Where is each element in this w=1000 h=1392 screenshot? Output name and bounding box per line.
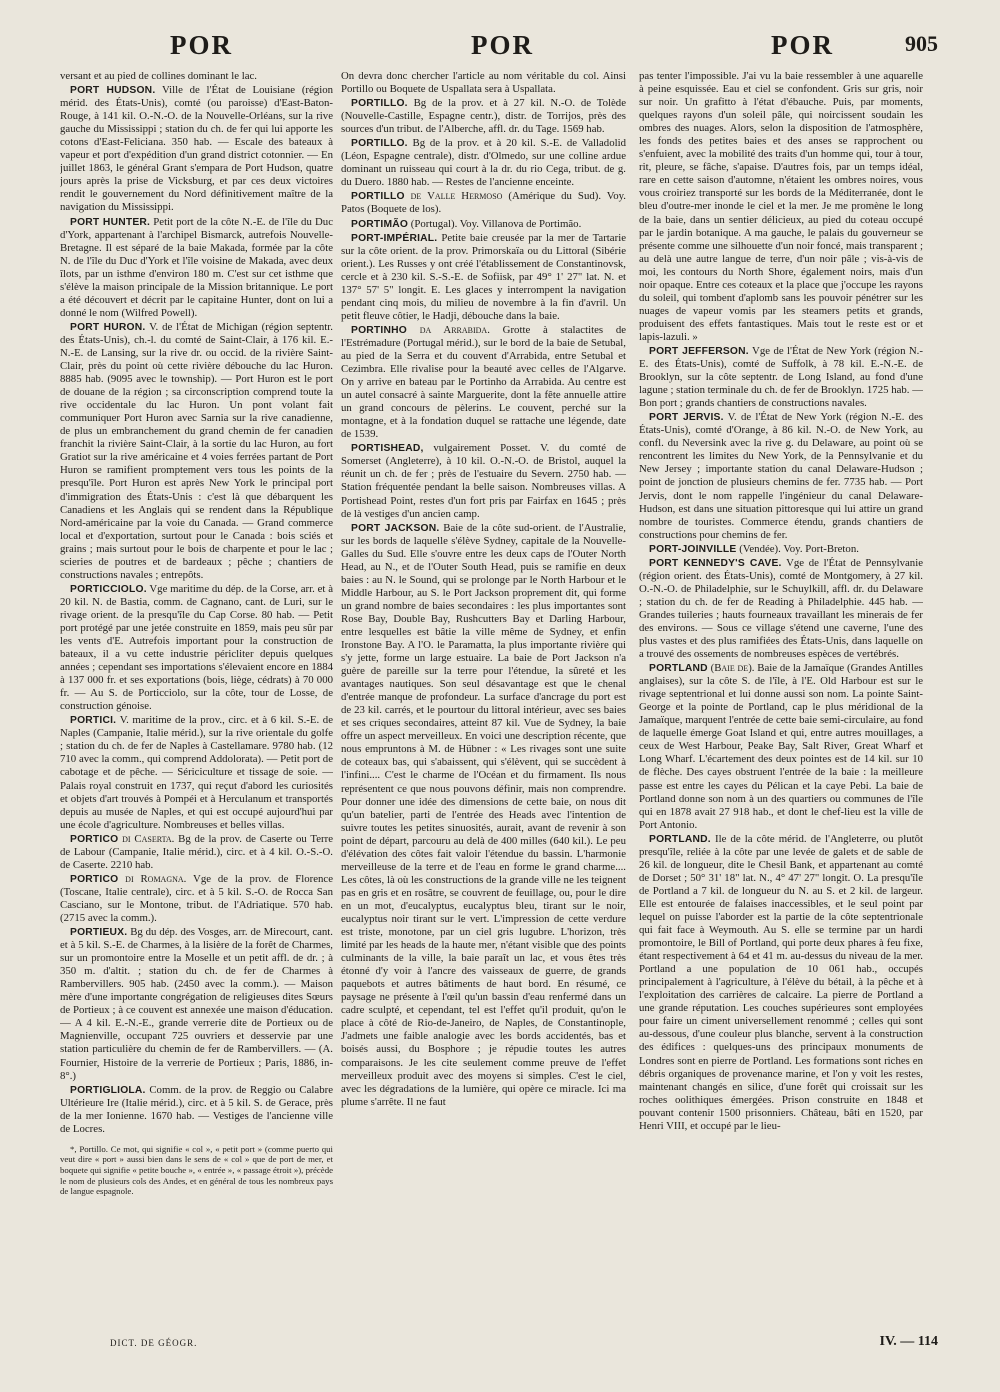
entry-text: Vge de l'État de Pennsylvanie (région orient. des États-Unis), comté de Montgomery, à 27 kil. O.-N.-O. de Philadelphie, sur le Schuylkill, affl. dr. du Delaware ; station du ch. de fer de Reading à Philadelphie. 445 hab. — Grandes tuileries ; hauts fourneaux travaillant les minerais de fer des environs. — Sous ce village s'étend une caverne, l'une des plus vastes et des plus ramifiées des États-Unis, dans laquelle on a trouvé des ossements de nombreuses espèces de vertébrés.: [639, 556, 923, 661]
entry-text: Ville de l'État de Louisiane (région mérid. des États-Unis), comté (ou paroisse) d'East-Baton-Rouge, à 141 kil. O.-N.-O. de la Nouvelle-Orléans, sur la rive gauche du Mississippi ; station du ch. de fer qui lui apporte les cotons d'East-Feliciana. 350 hab. — Escale des bateaux à vapeur et port d'expédition d'un grand district cotonnier. — En juillet 1863, le général Grant s'empara de Port Hudson, quatre jours après la prise de Vicksburg, et par ces deux victoires rendit le gouvernement du Nord définitivement maître de la navigation du Mississippi.: [60, 84, 333, 214]
entry-text: (Amérique du Sud). Voy. Patos (Boquete de los).: [341, 190, 626, 216]
page-number: 905: [905, 31, 938, 56]
dictionary-entry: [341, 522, 626, 1109]
footnote: [60, 1144, 333, 1197]
entry-headword: PORTICI.: [70, 715, 117, 727]
footer-volume-sheet: IV. — 114: [879, 1334, 938, 1349]
dictionary-entry: [60, 84, 333, 214]
entry-qualifier: de Valle Hermoso: [410, 190, 503, 203]
entry-text: Vge maritime du dép. de la Corse, arr. et à 20 kil. N. de Bastia, comm. de Cagnano, cant. de Luri, sur le rivage orient. de la presqu'île du Cap Corse. 80 hab. — Petit port protégé par une jetée construite en 1859, mais peu sûr par les vents d'E. Autrefois important pour la construction de bateaux, il a vu cette industrie péricliter depuis quelques années ; cependant ses importations s'élevaient encore en 1884 à 137 000 fr. et ses exportations (bois, liège, cédrats) à 70 000 fr. — Au S. de Porticciolo, sur la côte, tour de Losse, de construction génoise.: [60, 582, 333, 713]
dictionary-entry: [639, 345, 923, 410]
entry-headword: PORTILLO.: [351, 98, 408, 110]
dictionary-entry: [639, 833, 923, 1133]
running-head-center: POR: [471, 30, 534, 60]
entry-text: Bg du dép. des Vosges, arr. de Mirecourt, cant. et à 5 kil. S.-E. de Charmes, à la lisière de la forêt de Charmes, sur un promontoire entre la Moselle et un petit affl. de dr. ; à 350 m. d'altit. ; station du ch. de fer de Charmes à Rambervillers. 905 hab. (2450 avec la comm.). — Maison mère d'une importante congrégation de religieuses dites Sœurs de Portieux ; à ce couvent est annexée une maison d'éducation. — A 4 kil. E.-N.-E., grande verrerie dite de Portieux ou de Magnienville, occupant 725 ouvriers et desservie par une station particulière du chemin de fer de Rambervillers. — (A. Fournier, Histoire de la verrerie de Portieux ; Paris, 1886, in-8°.): [60, 926, 333, 1082]
entry-headword: PORTINHO: [351, 324, 407, 336]
entry-text: Vge de la prov. de Florence (Toscane, Italie centrale), circ. et à 5 kil. S.-O. de Rocca San Casciano, sur le Montone, tribut. de l'Adriatique. 570 hab. (2715 avec la comm.).: [60, 872, 333, 924]
entry-headword: PORTILLO.: [351, 138, 408, 150]
entry-text: (Vendée). Voy. Port-Breton.: [739, 542, 859, 555]
dictionary-entry: [639, 662, 923, 832]
entry-text: On devra donc chercher l'article au nom véritable du col. Ainsi Portillo ou Boquete de Uspallata sera à Uspallata.: [341, 70, 626, 96]
entry-text: Grotte à stalactites de l'Estrémadure (Portugal mérid.), sur le bord de la baie de Setubal, au pied de la Serra et du couvent d'Arrabida, entre Setubal et Cezimbra. Elle rivalise pour la beauté avec celles de l'Algarve. On y arrive en bateau par le Portinho da Arrabida. Au centre est un autel consacré à sainte Marguerite, dont la fête annuelle attire un grand concours de pèlerins. Le couvent, perché sur la montagne, et à la fondation duquel se rattache une légende, date de 1539.: [341, 323, 626, 441]
running-head-left: POR: [170, 30, 233, 60]
dictionary-entry: [341, 232, 626, 323]
running-head-right: POR: [771, 30, 834, 60]
dictionary-entry: [60, 833, 333, 872]
dictionary-entry: [60, 873, 333, 925]
dictionary-entry: [60, 1084, 333, 1136]
column-3: [639, 70, 923, 1332]
entry-headword: PORT JACKSON.: [351, 522, 440, 534]
entry-text: V. de l'État de Michigan (région septentr. des États-Unis), ch.-l. du comté de Saint-Clair, à 176 kil. E.-N.-E. de Lansing, sur la rive dr. ou occid. de la rivière Saint-Clair, près du point où cette rivière débouche du lac Huron. 8885 hab. (9095 avec le township). — Port Huron est le port de douane de la région ; sa circonscription comprend toute la rive occidentale du lac Huron. Un pont volant fait communiquer Port Huron avec Sarnia sur la rive canadienne, de plus un embranchement du grand chemin de fer canadien franchit la rivière Saint-Clair, à la sortie du lac Huron, au fort Gratiot sur la rive américaine et 4 voies ferrées partant de Port Huron se ramifient promptement vers tous les points de la presqu'île. Port Huron est après New York le principal port d'immigration des États-Unis : c'est là que débarquent les Canadiens et les Anglais qui se rendent dans la République Nord-américaine par la voie du Canada. — Grand commerce local et d'exportation, surtout pour le Canada : bois sciés et grains ; mais surtout pour le bois de charpente et pour le lac ; scieries de poutres et de bardeaux ; pêche ; chantiers de constructions navales ; entrepôts.: [60, 320, 333, 581]
entry-text: Petit port de la côte N.-E. de l'île du Duc d'York, appartenant à l'archipel Bismarck, autrefois Nouvelle-Bretagne. Il est séparé de la baie Makada, formée par la côte N. de l'île du Duc d'York et l'île voisine de Makada, avec deux îlots, par un isthme d'environ 180 m. C'est sur cet isthme que s'élève la maison principale de la Mission britannique. Le port a été découvert et décrit par le capitaine Hunter, dont on lui a donné le nom (Wilfred Powell).: [60, 215, 333, 319]
dictionary-entry: [341, 137, 626, 189]
dictionary-entry: [639, 557, 923, 661]
entry-text: Bg de la prov. et à 27 kil. N.-O. de Tolède (Nouvelle-Castille, Espagne centr.), distr. de Torrijos, près des sources d'un tribut. de l'Alberche, affl. dr. du Tage. 1569 hab.: [341, 97, 626, 136]
entry-text: V. maritime de la prov., circ. et à 6 kil. S.-E. de Naples (Campanie, Italie mérid.), sur la rive orientale du golfe ; station du ch. de fer de Naples à Castellamare. 9780 hab. (12 710 avec la comm., qui comprend Addolorata). — Petit port de cabotage et de pêche. — Sériciculture et tissage de soie. — Palais royal construit en 1737, qui reçut d'abord les curiosités et objets d'art trouvés à Pompéi et à Herculanum et transportés depuis au musée de Naples, et qui est occupé aujourd'hui par une école d'agriculture. Nombreuses et belles villas.: [60, 714, 333, 831]
dictionary-entry: [341, 218, 626, 231]
entry-qualifier: di Caserta.: [122, 832, 175, 845]
entry-text: *, Portillo. Ce mot, qui signifie « col », « petit port » (comme puerto qui veut dire « port » aussi bien dans le sens de « col » que de port de mer, et boquete qui signifie « petite bouche », « entrée », « passage étroit »), précède le nom de plusieurs cols des Andes, et en général de tous les nombreux pays de langue espagnole.: [60, 1143, 333, 1197]
entry-qualifier: di Romagna.: [125, 872, 187, 885]
entry-headword: PORT JERVIS.: [649, 412, 724, 424]
dictionary-entry: [639, 411, 923, 541]
entry-text: Bg de la prov. et à 20 kil. S.-E. de Valladolid (Léon, Espagne centrale), distr. d'Olmedo, sur une colline ardue dominant un ruisseau qui court à la dr. du rio Cega, tribut. de g. du Duero. 1880 hab. — Restes de l'ancienne enceinte.: [341, 137, 626, 189]
entry-headword: PORTLAND.: [649, 833, 711, 845]
entry-text: vulgairement Posset. V. du comté de Somerset (Angleterre), à 10 kil. O.-N.-O. de Bristol, auquel la réunit un ch. de fer ; près de l'estuaire du Severn. 2750 hab. — Station fréquentée pendant la belle saison. Nombreuses villas. A Portishead Point, restes d'un fort pris par Fairfax en 1645 ; près de là vestiges d'un ancien camp.: [341, 442, 626, 520]
entry-headword: PORTICO: [70, 873, 119, 885]
entry-continuation: [341, 70, 626, 96]
entry-headword: PORT KENNEDY'S CAVE.: [649, 557, 782, 569]
entry-continuation: [60, 70, 333, 83]
dictionary-entry: [341, 442, 626, 520]
footer-signature: DICT. DE GÉOGR.: [110, 1338, 198, 1348]
column-2: [341, 70, 626, 1332]
column-1: [60, 70, 333, 1318]
entry-headword: PORTISHEAD,: [351, 443, 424, 455]
entry-headword: PORTILLO: [351, 191, 405, 203]
entry-headword: PORT HUNTER.: [70, 216, 151, 228]
dictionary-entry: [60, 714, 333, 831]
dictionary-entry: [341, 324, 626, 441]
entry-text: Petite baie creusée par la mer de Tartarie sur la côte orient. de la prov. Primorskaïa ou du Littoral (Sibérie orient.). Les Russes y ont créé l'établissement de Constantinovsk, cercle et à 230 kil. S.-S.-E. de Sofiisk, par 49° 1' 27" lat. N. et 137° 57' 5" longit. E. Les glaces y interrompent la navigation pendant cinq mois, du milieu de novembre à la fin d'avril. Un petit fleuve côtier, le Hadji, débouche dans la baie.: [341, 231, 626, 322]
entry-headword: PORT HUDSON.: [70, 85, 156, 97]
entry-text: Baie de la côte sud-orient. de l'Australie, sur les bords de laquelle s'élève Sydney, capitale de la Nouvelle-Galles du Sud. Elle s'ouvre entre les deux caps de l'Outer North Head, au N., et de l'Outer South Head, puis se ramifie en deux baies : au N. le Sound, qui se prolonge par le North Harbour et le Middle Harbour, au S. le Port Jackson proprement dit, qui forme un grand nombre de baies secondaires : les plus importantes sont Rose Bay, Double Bay, Rushcutters Bay et Darling Harbour, entre lesquelles est bâtie la ville même de Sydney, et enfin Ironstone Bay. A l'O. le Paramatta, la plus importante rivière qui s'y jette, forme un large estuaire. La baie de Port Jackson n'a guère de pareille sur la terre pour l'étendue, la sûreté et les avantages nautiques. Son seul désavantage est que le chenal d'entrée manque de profondeur. La surface d'ancrage du port est de 23 kil. carrés, et le pourtour du littoral intérieur, avec ses baies et ses criques secondaires, atteint 87 kil. Vue de Sydney, la baie offre un aspect merveilleux. En voici une description récente, que nous empruntons à M. de Hübner : « Les rivages sont une suite de coteaux bas, qui s'abaissent, qui s'élèvent, qui se succèdent à l'infini.... C'est le charme de l'Océan et du firmament. Ils nous représentent ce que nous pouvons définir, mais non comprendre. Pour donner une idée des dimensions de cette baie, on nous dit qu'un batelier, parti de l'entrée des Heads avec l'intention de suivre toutes les petites sinuosités, aurait, avant de revenir à son point de départ, parcouru au delà de 400 milles (640 kil.). Le peu d'élévation des côtes fait valoir l'étendue du bassin. L'harmonie merveilleuse de la terre et de l'eau en forme le grand charme.... Les côtes, là où les constructions de la grande ville ne les teignent pas en gris et en rosâtre, se couvrent de feuillage, ou, pour le dire en un mot, d'eucalyptus, eucalyptus bleu, tirant sur le noir, eucalyptus noir tirant sur le vert. L'impression de cette verdure est triste, monotone, par un ciel gris lugubre. L'horizon, très limité par les heads de la haute mer, n'étant visible que des points culminants de la ville, la baie paraît un lac, et vous êtes très étonné d'y voir à l'ancre des vaisseaux de guerre, de grands paquebots et autres bâtiments de haut bord. En résumé, ce paysage ne présente à l'œil qu'un bassin d'eau renfermé dans un cadre sculpté, et cependant, tel est l'effet qu'il produit, qu'on le place à côté de Rio-de-Janeiro, de Naples, de Constantinople, J'admets une faible analogie avec les bords accidentés, bas et boisés aussi, du Bosphore ; je répudie toutes les autres comparaisons. Je les cite seulement comme preuve de l'effet merveilleux produit avec des moyens si simples. C'est le ciel, avec les dégradations de la lumière, qui opère ce miracle. Ici ma plume s'arrête. Il ne faut: [341, 521, 626, 1108]
entry-text: Comm. de la prov. de Reggio ou Calabre Ultérieure Ire (Italie mérid.), circ. et à 5 kil. S. de Gerace, près de la mer Ionienne. 1670 hab. — Vestiges de l'ancienne ville de Locres.: [60, 1083, 333, 1135]
entry-continuation: [639, 70, 923, 344]
entry-headword: PORT JEFFERSON.: [649, 345, 749, 357]
entry-headword: PORTIMÃO: [351, 218, 409, 230]
entry-qualifier: (Baie de).: [710, 662, 755, 675]
dictionary-entry: [60, 926, 333, 1083]
dictionary-entry: [60, 216, 333, 320]
entry-text: Vge de l'État de New York (région N.-E. des États-Unis), comté de Suffolk, à 78 kil. E.-N.-E. de Brooklyn, sur la côte septentr. de Long Island, au fond d'une lagune ; station terminale du ch. de fer de Brooklyn. 1725 hab. — Bon port ; grands chantiers de constructions navales.: [639, 344, 923, 410]
entry-headword: PORTLAND: [649, 663, 708, 675]
entry-headword: PORT HURON.: [70, 321, 146, 333]
entry-text: (Portugal). Voy. Villanova de Portimão.: [410, 217, 582, 230]
dictionary-entry: [60, 583, 333, 713]
entry-headword: PORT-IMPÉRIAL.: [351, 232, 438, 244]
entry-text: Ile de la côte mérid. de l'Angleterre, ou plutôt presqu'île, reliée à la côte par une levée de galets et de sable de 26 kil. de longueur, dite le Chesil Bank, et appartenant au comté de Dorset ; 50° 31' 18" lat. N., 4° 47' 27" longit. O. La presqu'île de Portland a 7 kil. de longueur du N. au S. et 2 kil. de largeur. Elle est entourée de falaises inaccessibles, et le seul point par lequel on puisse l'aborder est la partie de la côte septentrionale qui fait face à Weymouth. Au S. elle se termine par un hardi promontoire, le Bill of Portland, qui porte deux phares à feu fixe, étant respectivement à 64 et 41 m. au-dessus du niveau de la mer. Portland a une population de 10 061 hab., occupés principalement à l'agriculture, à l'élève du bétail, à la pêche et à l'exploitation des carrières de calcaire. La pierre de Portland a une grande réputation. Les couches supérieures sont employées pour faire un ciment universellement renommé ; celles qui sont au-dessous, d'une couleur plus blanche, servent à la construction des édifices : quelques-uns des principaux monuments de Londres sont en pierre de Portland. Les formations sont riches en débris organiques de provenance marine, et l'on y voit les restes, maintenant changés en silice, d'une forêt qui croissait sur les roches oolithiques émergées. Prison construite en 1848 et pouvant contenir 1500 prisonniers. Château, bâti en 1520, par Henri VIII, et occupé par le lieu-: [639, 832, 923, 1132]
entry-headword: PORTICCIOLO.: [70, 583, 147, 595]
entry-text: V. de l'État de New York (région N.-E. des États-Unis), comté d'Orange, à 86 kil. N.-O. de New York, au confl. du Neversink avec la rive g. du Delaware, au point où se rencontrent les limites du New York, de la Pennsylvanie et du New Jersey ; importante station du canal Delaware-Hudson ; point de jonction de plusieurs chemins de fer. 7735 hab. — Port Jervis, dont le nom rappelle l'ingénieur du canal Delaware-Hudson, est dans une situation pittoresque qui lui attire un grand nombre de touristes. Commerce étendu, grands chantiers de constructions pour chemins de fer.: [639, 411, 923, 541]
entry-text: Baie de la Jamaïque (Grandes Antilles anglaises), sur la côte S. de l'île, à l'E. Old Harbour est sur le rivage septentrional et lui donne aussi son nom. La pointe Saint-George et la pointe de Portland, cap le plus méridional de la Jamaïque, marquent l'entrée de cette baie semi-circulaire, au fond de laquelle émerge Goat Island et qui, entre autres mouillages, a ceux de West Harbour, Peake Bay, Salt River, Great Wharf et Long Wharf. L'écartement des deux pointes est de 14 kil. sur 10 de flèche. Des cayes obstruent l'entrée de la baie : la meilleure passe est entre les cayes du Pélican et la caye Pebi. La baie de Portland donne son nom à un des quartiers ou communes de l'île qui en 1878 avait 27 918 hab., et dont le chef-lieu est la ville de Port Antonio.: [639, 662, 923, 831]
dictionary-entry: [341, 97, 626, 136]
entry-qualifier: da Arrabida.: [419, 323, 490, 336]
dictionary-entry: [60, 321, 333, 582]
entry-text: versant et au pied de collines dominant le lac.: [60, 70, 257, 82]
dictionary-entry: [639, 543, 923, 556]
entry-text: pas tenter l'impossible. J'ai vu la baie ressembler à une aquarelle à peine esquissée. Eau et ciel se confondent. Gris sur gris, noir sur noir. Un grafitto à l'état d'ébauche. Puis, par moments, quelques rayons d'un soleil pâle, qui noircissent soudain les ombres des nuages. Alors, selon la disposition de l'atmosphère, les fonds des petites baies et des anses se rapprochent ou s'enfuient, avec la mobilité des traits d'un homme qui, tour à tour, rit, pleure, se fâche, s'apaise. D'autres fois, par un temps idéal, rare en cette saison d'automne, n'étaient les ombres noires, vous vous croiriez transporté sur les bords de la Méditerranée, dont le bleu d'outre-mer inonde le ciel et la mer. Je me promène le long de la baie, dans un sentier délicieux, au pied du coteau occupé par le jardin botanique. A ma gauche, le palais du gouverneur se présente comme une silhouette d'un noir foncé, mais transparent ; au delà une autre langue de terre, d'un noir pâle ; vis-à-vis de moi, les contours du North Shore, également noirs, mais d'un noir opaque. Entre ces coteaux et la place que j'occupe les rayons du soleil, qui tombent d'aplomb sans les pouvoir pénétrer sur les nuages de vapeur vomis par les steamers petits et grands, produisent des effets fantastiques. Mais tout le reste est or et lapis-lazuli. »: [639, 70, 923, 343]
entry-headword: PORT-JOINVILLE: [649, 543, 737, 555]
dictionary-entry: [341, 190, 626, 216]
entry-text: Bg de la prov. de Caserte ou Terre de Labour (Campanie, Italie mérid.), circ. et à 4 kil. O.-S.-O. de Caserte. 2210 hab.: [60, 832, 333, 871]
entry-headword: PORTICO: [70, 833, 119, 845]
entry-headword: PORTIGLIOLA.: [70, 1084, 146, 1096]
entry-headword: PORTIEUX.: [70, 927, 128, 939]
